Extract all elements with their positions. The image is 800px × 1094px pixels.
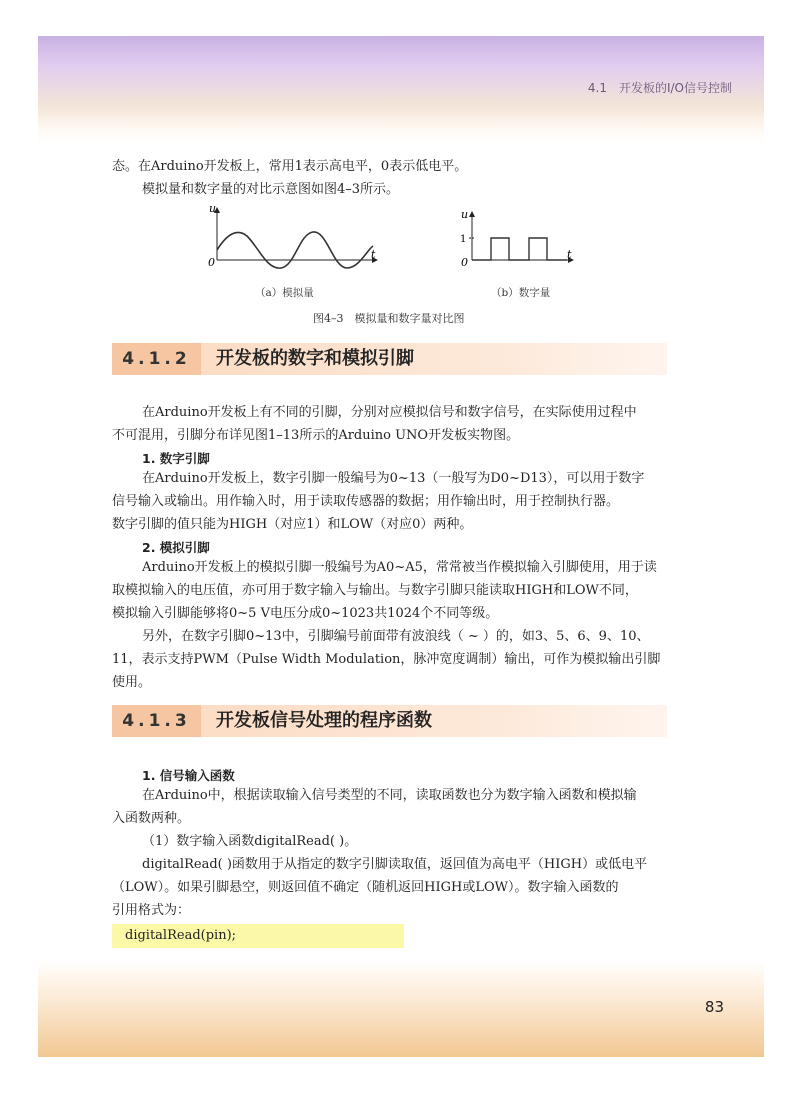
paragraph-line: Arduino开发板上的模拟引脚一般编号为A0~A5，常常被当作模拟输入引脚使用，用于读 (142, 560, 657, 575)
analog-sine-wave (217, 232, 373, 268)
digital-level-label: 1 (460, 234, 467, 245)
analog-origin-label: 0 (208, 256, 215, 269)
figure-4-3 (195, 198, 595, 306)
paragraph-line: 不可混用，引脚分布详见图1–13所示的Arduino UNO开发板实物图。 (112, 428, 520, 443)
analog-axis-t-label: t (371, 248, 376, 261)
section-title: 开发板的数字和模拟引脚 (216, 348, 414, 369)
paragraph-line: 另外，在数字引脚0~13中，引脚编号前面带有波浪线（ ~ ）的，如3、5、6、9、10、 (142, 629, 650, 644)
digital-axis-u-label: u (461, 208, 469, 221)
section-heading-4-1-2 (112, 343, 667, 375)
section-heading-4-1-3 (112, 705, 667, 737)
subheading: 1. 数字引脚 (142, 451, 210, 466)
paragraph-line: 数字引脚的值只能为HIGH（对应1）和LOW（对应0）两种。 (112, 517, 473, 532)
paragraph-line: 模拟量和数字量的对比示意图如图4–3所示。 (142, 182, 400, 197)
paragraph-line: digitalRead( )函数用于从指定的数字引脚读取值，返回值为高电平（HIGH）或低电平 (142, 857, 648, 872)
paragraph-line: 在Arduino开发板上有不同的引脚，分别对应模拟信号和数字信号，在实际使用过程中 (142, 405, 637, 420)
running-header: 4.1 开发板的I/O信号控制 (587, 81, 732, 95)
subheading: 2. 模拟引脚 (142, 540, 210, 555)
digital-chart (460, 208, 573, 299)
paragraph-line: 使用。 (112, 675, 152, 690)
subheading: 1. 信号输入函数 (142, 768, 235, 783)
paragraph-line: （1）数字输入函数digitalRead( )。 (142, 834, 358, 849)
paragraph-line: 态。在Arduino开发板上，常用1表示高电平，0表示低电平。 (112, 159, 468, 174)
paragraph-line: 信号输入或输出。用作输入时，用于读取传感器的数据；用作输出时，用于控制执行器。 (112, 494, 620, 509)
section-number: 4.1.2 (112, 343, 201, 375)
paragraph-line: （LOW）。如果引脚悬空，则返回值不确定（随机返回HIGH或LOW）。数字输入函数的 (112, 880, 619, 895)
analog-caption: （a）模拟量 (255, 287, 314, 299)
digital-axis-t-label: t (567, 248, 572, 261)
figure-caption: 图4–3 模拟量和数字量对比图 (313, 312, 465, 325)
page-number: 83 (704, 998, 724, 1016)
code-text: digitalRead(pin); (125, 928, 237, 943)
section-number: 4.1.3 (112, 705, 201, 737)
digital-caption: （b）数字量 (491, 287, 551, 299)
paragraph-line: 在Arduino开发板上，数字引脚一般编号为0~13（一般写为D0~D13），可以用于数字 (142, 471, 645, 486)
analog-chart (208, 202, 377, 299)
paragraph-line: 在Arduino中，根据读取输入信号类型的不同，读取函数也分为数字输入函数和模拟输 (142, 788, 637, 803)
digital-origin-label: 0 (461, 256, 468, 269)
paragraph-line: 模拟输入引脚能够将0~5 V电压分成0~1023共1024个不同等级。 (112, 606, 499, 621)
analog-axis-u-label: u (209, 202, 217, 215)
paragraph-line: 取模拟输入的电压值，亦可用于数字输入与输出。与数字引脚只能读取HIGH和LOW不同， (112, 583, 638, 598)
digital-square-wave (472, 238, 567, 260)
footer-decorative-band (38, 960, 764, 1057)
code-block (112, 924, 404, 948)
section-title: 开发板信号处理的程序函数 (216, 710, 432, 731)
paragraph-line: 引用格式为： (112, 903, 191, 918)
paragraph-line: 入函数两种。 (112, 811, 191, 826)
paragraph-line: 11，表示支持PWM（Pulse Width Modulation，脉冲宽度调制）输出，可作为模拟输出引脚 (112, 652, 661, 667)
